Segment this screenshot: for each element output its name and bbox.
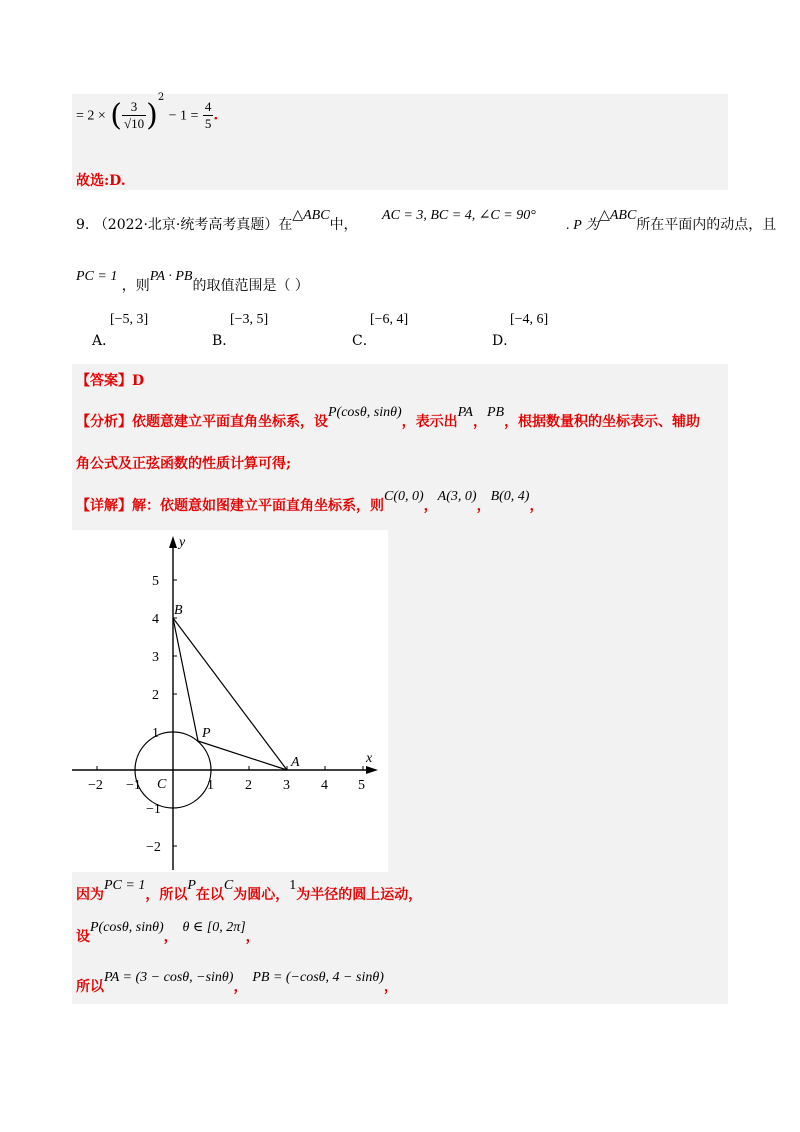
choice-b[interactable] [212,312,269,350]
detail-c: C(0, 0) [384,489,424,504]
solution-line-3 [76,970,398,996]
x-tick-label: 5 [358,778,365,793]
analysis-pb: PB [486,405,505,420]
top-formula: = 2 × ( $\frac{3}{√10}$ )$^2$ − 1 = $\frac{4}{5}$ . [76,91,219,133]
x-tick-label: −1 [126,778,141,793]
analysis-mid: ，表示出 [401,414,458,430]
l1-p: P [187,878,196,893]
y-tick-label: 2 [152,688,159,703]
analysis-line-1 [76,405,701,431]
formula-prefix: = 2 × [76,108,106,124]
l1-e: 为半径的圆上运动， [296,887,423,903]
y-tick-label: 4 [152,612,159,627]
analysis-comma: ， [472,414,487,430]
l2-theta: θ ∈ [0, 2π] [182,920,246,935]
x-tick-label: 3 [283,778,290,793]
choice-d-label: D． [492,333,518,349]
analysis-tail: ，根据数量积的坐标表示、辅助 [504,414,701,430]
y-axis-label: y [179,535,186,550]
formula-res-num: 4 [204,99,212,114]
l3-comma: ， [233,979,248,995]
detail-b: B(0, 4) [490,489,530,504]
l1-a: 因为 [76,887,104,903]
choice-c-value: [−6, 4] [370,312,409,327]
x-tick-label: 2 [245,778,252,793]
point-b-label: B [174,603,183,618]
question-conditions: AC = 3, BC = 4, ∠C = 90° [382,208,536,223]
l1-d: 为圆心， [233,887,290,903]
x-tick-label: 4 [321,778,328,793]
detail-sep-1: ， [423,498,438,514]
l2-a: 设 [76,929,90,945]
y-tick-label: −2 [146,840,161,855]
question-triangle-2: △ABC [599,208,637,223]
formula-suffix: − 1 = [168,108,199,124]
l2-p: P(cosθ, sinθ) [90,920,164,935]
x-tick-label: −2 [88,778,103,793]
y-tick-label: −1 [146,802,161,817]
question-source: （2022·北京·统考高考真题）在 [93,217,293,233]
question-line-1 [76,208,777,234]
l3-a: 所以 [76,979,104,995]
point-c-label: C [157,777,167,792]
figure-background [72,530,388,872]
choice-d[interactable] [492,312,549,350]
choice-a-label: A． [92,333,117,349]
l1-b: ，所以 [145,887,188,903]
answer-line: 【答案】D [76,373,145,389]
choice-b-label: B． [212,333,237,349]
x-axis-label: x [366,751,373,766]
formula-dot: . [213,107,219,124]
analysis-pa: PA [457,405,473,420]
y-tick-label: 3 [152,650,159,665]
question-triangle: △ABC [292,208,330,223]
choice-a[interactable] [92,312,149,350]
formula-res-den: 5 [204,116,212,131]
l1-one: 1 [289,878,297,893]
question-tail: 所在平面内的动点，且 [636,217,777,233]
choice-c[interactable] [352,312,409,350]
question-pc: PC = 1 [76,269,118,284]
solution-line-2 [76,920,260,946]
detail-sep-2: ， [476,498,491,514]
analysis-head: 【分析】依题意建立平面直角坐标系，设 [76,414,328,430]
question-line-2 [76,269,309,295]
question-zhong: 中， [329,217,358,233]
question-p-part: . P 为 [566,218,600,233]
choice-a-value: [−5, 3] [110,312,149,327]
l1-pc: PC = 1 [104,878,146,893]
question-number: 9. [76,217,90,233]
coordinate-figure [72,530,388,872]
point-p-label: P [202,726,211,741]
l1-c: 在以 [195,887,224,903]
point-a-label: A [291,755,300,770]
choice-d-value: [−4, 6] [510,312,549,327]
conclusion-top: 故选:D. [76,173,126,189]
y-tick-label: 1 [152,726,159,741]
x-tick-label: 1 [207,778,214,793]
y-tick-label: 5 [152,574,159,589]
formula-den: √10 [123,116,145,131]
detail-line [76,489,544,515]
l3-end: ， [383,979,398,995]
choice-b-value: [−3, 5] [230,312,269,327]
formula-num: 3 [122,99,146,116]
choice-c-label: C． [352,333,377,349]
detail-head: 【详解】解：依题意如图建立平面直角坐标系，则 [76,498,384,514]
analysis-p-coord: P(cosθ, sinθ) [328,405,402,420]
analysis-line-2: 角公式及正弦函数的性质计算可得; [76,456,292,472]
formula-exp: 2 [157,91,165,103]
detail-a: A(3, 0) [437,489,477,504]
l2-end: ， [245,929,260,945]
question-dot-expr: PA · PB [149,269,193,284]
question-ze: ，则 [121,278,150,294]
l2-comma: ， [163,929,178,945]
l3-pa: PA = (3 − cosθ, −sinθ) [104,970,234,985]
detail-end: ， [529,498,544,514]
question-range-text: 的取值范围是（ ） [192,278,309,294]
l1-cc: C [223,878,234,893]
solution-line-1 [76,878,423,904]
l3-pb: PB = (−cosθ, 4 − sinθ) [252,970,384,985]
